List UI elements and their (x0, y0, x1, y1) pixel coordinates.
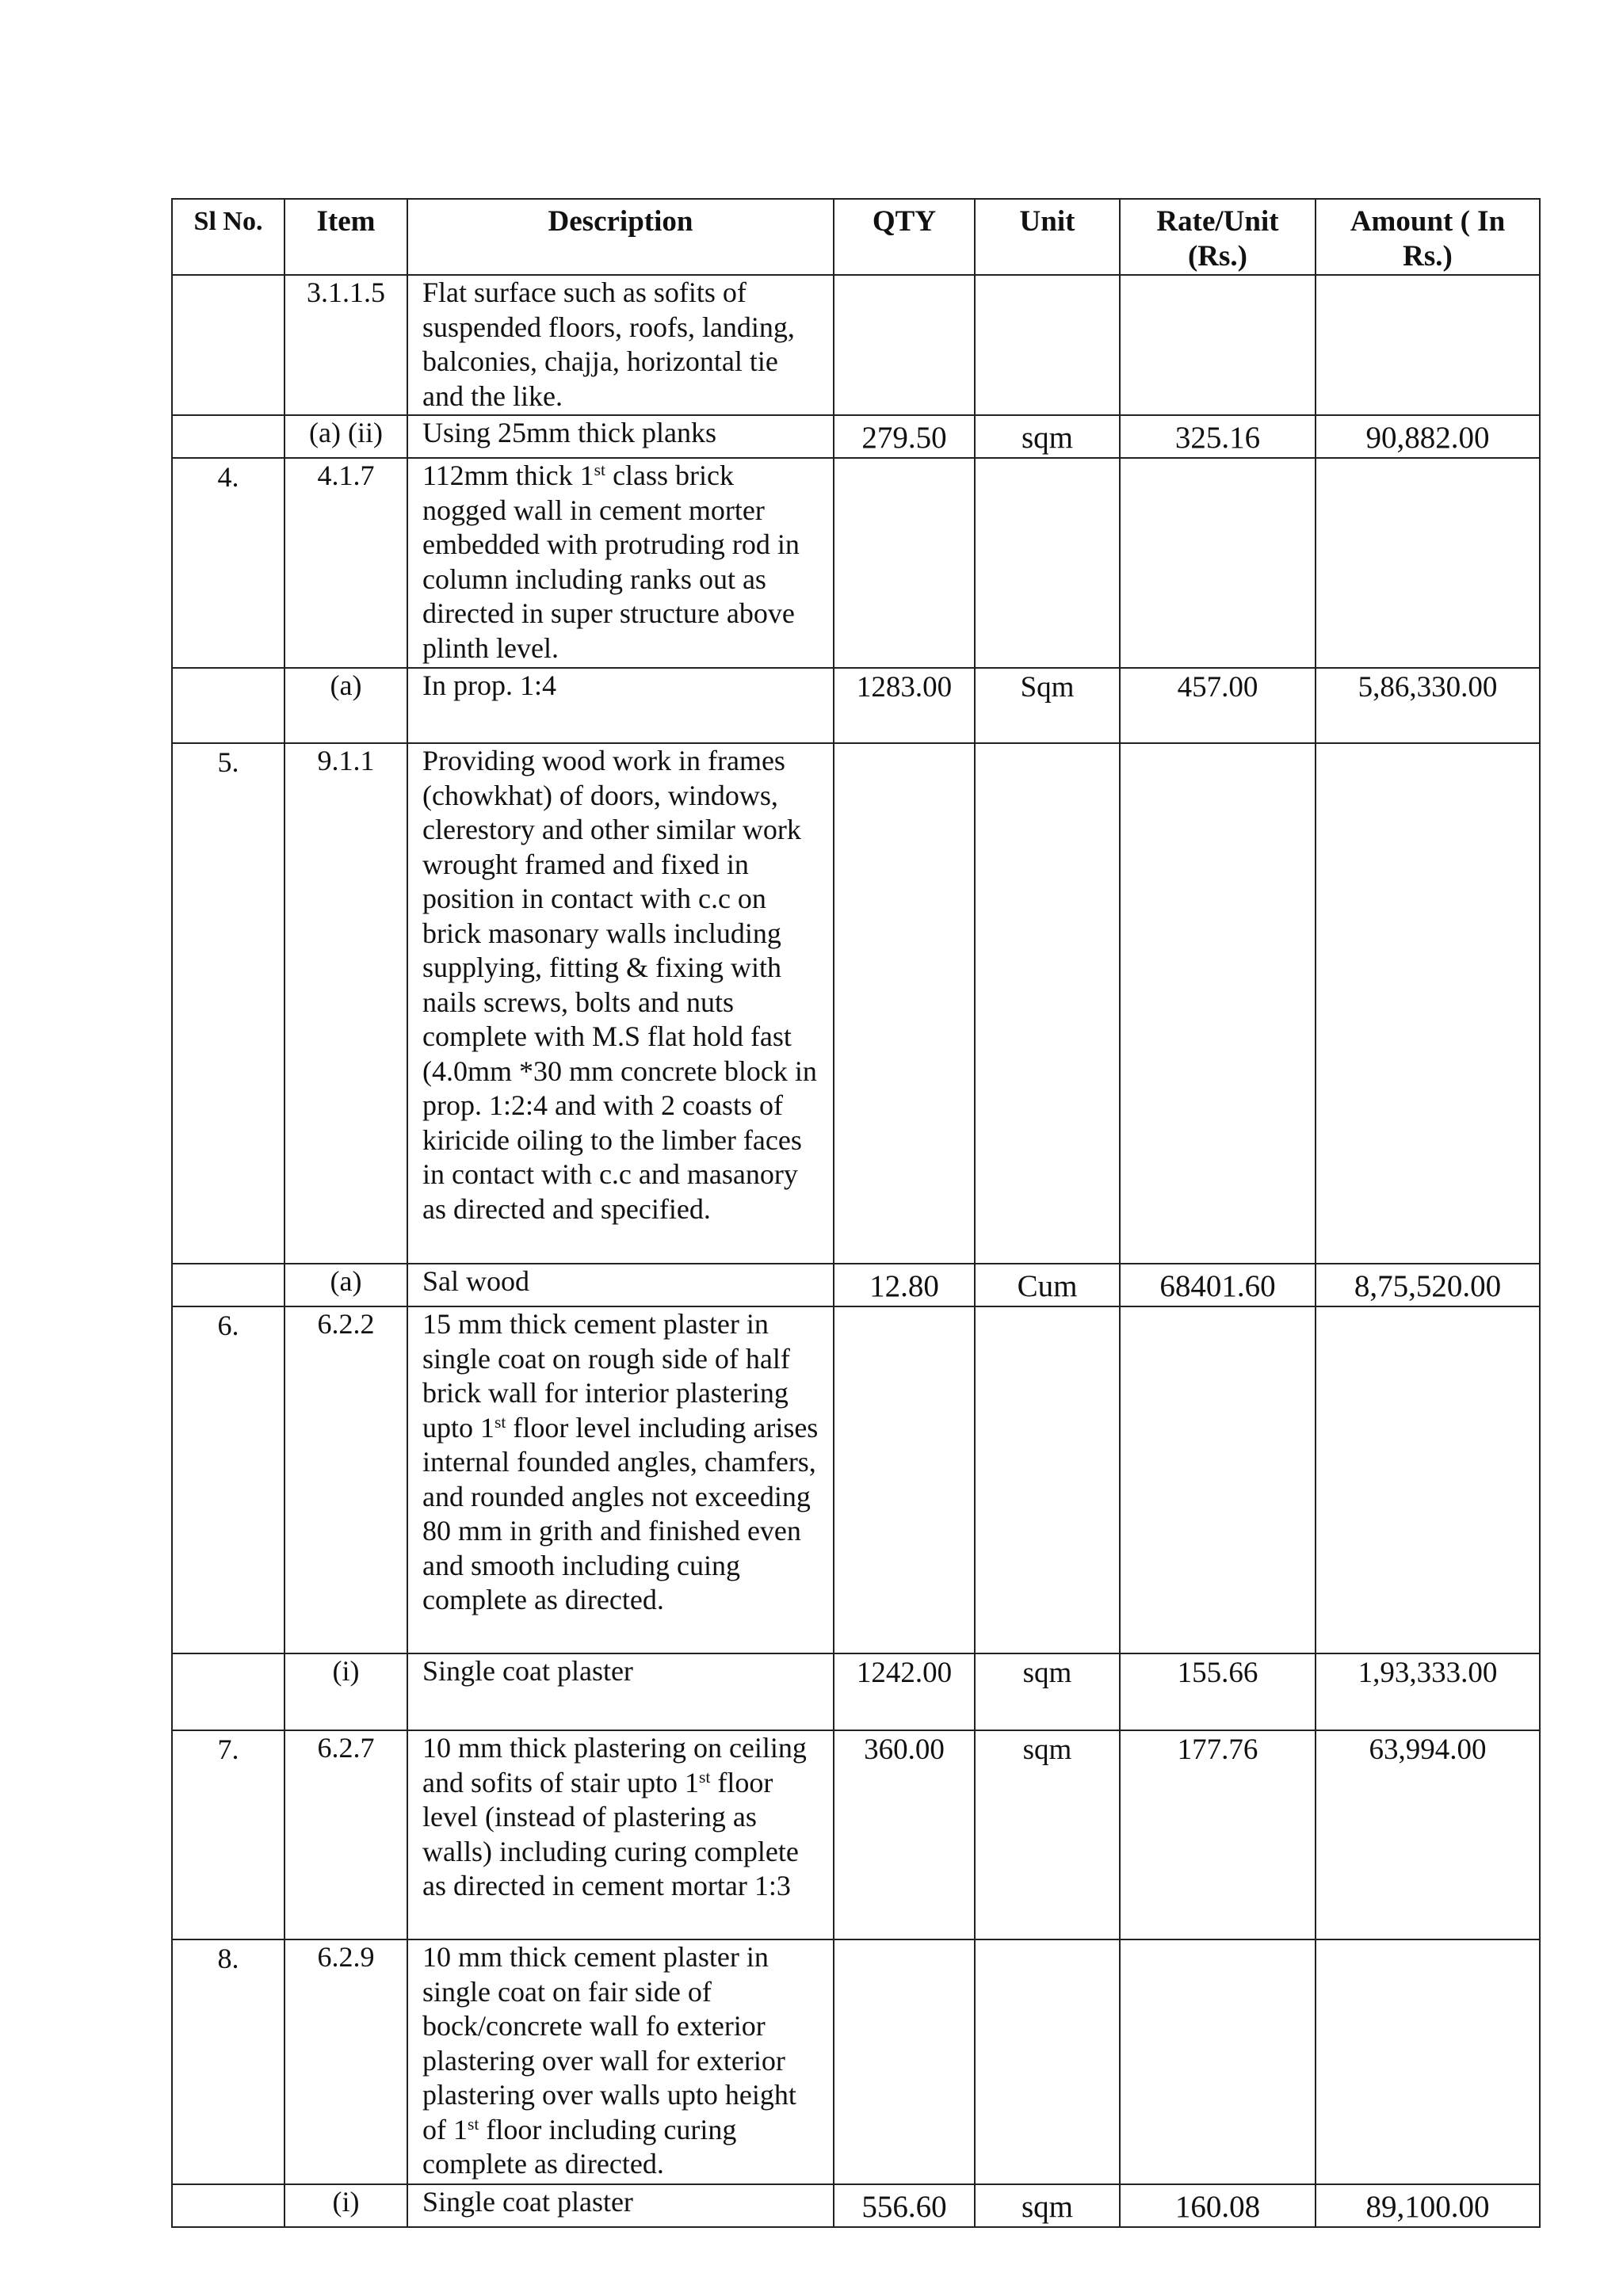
header-rate (1120, 199, 1316, 275)
table-row (172, 1730, 1540, 1939)
description-cell (407, 1306, 834, 1653)
superscript-ordinal: st (594, 460, 606, 480)
item-code-cell: 4.1.7 (285, 458, 407, 668)
description-text: floor level (instead of plastering as walls) including curing complete as directed in cement mortar 1:3 (422, 1766, 799, 1901)
unit-cell (975, 1939, 1120, 2184)
qty-cell: 556.60 (834, 2184, 975, 2227)
rate-cell: 155.66 (1120, 1653, 1316, 1730)
description-cell: In prop. 1:4 (407, 668, 834, 743)
rate-cell: 68401.60 (1120, 1264, 1316, 1306)
qty-cell: 1242.00 (834, 1653, 975, 1730)
amount-cell: 1,93,333.00 (1316, 1653, 1540, 1730)
rate-cell (1120, 458, 1316, 668)
qty-cell: 279.50 (834, 415, 975, 458)
rate-cell: 160.08 (1120, 2184, 1316, 2227)
amount-cell (1316, 1306, 1540, 1653)
item-code-cell: (i) (285, 1653, 407, 1730)
sl-cell: 6. (172, 1306, 285, 1653)
header-unit: Unit (975, 199, 1120, 275)
amount-cell (1316, 743, 1540, 1264)
description-cell (407, 458, 834, 668)
unit-cell (975, 458, 1120, 668)
rate-cell (1120, 1306, 1316, 1653)
table-row (172, 1264, 1540, 1306)
table-row (172, 1939, 1540, 2184)
qty-cell: 1283.00 (834, 668, 975, 743)
unit-cell: sqm (975, 415, 1120, 458)
rate-cell (1120, 275, 1316, 415)
description-text: floor including curing complete as directed. (422, 2113, 737, 2180)
amount-cell (1316, 458, 1540, 668)
qty-cell (834, 1939, 975, 2184)
unit-cell: sqm (975, 1653, 1120, 1730)
superscript-ordinal: st (495, 1412, 506, 1432)
item-code-cell: 6.2.9 (285, 1939, 407, 2184)
unit-cell (975, 275, 1120, 415)
sl-cell (172, 668, 285, 743)
amount-cell: 89,100.00 (1316, 2184, 1540, 2227)
sl-cell: 4. (172, 458, 285, 668)
superscript-ordinal: st (698, 1767, 711, 1787)
description-text: class brick nogged wall in cement morter embedded with protruding rod in column including ranks out as directed in super structure above plinth level. (422, 460, 800, 664)
table-row (172, 415, 1540, 458)
table-row (172, 668, 1540, 743)
description-cell (407, 1939, 834, 2184)
item-code-cell: (a) (285, 668, 407, 743)
header-item: Item (285, 199, 407, 275)
description-text: floor level including arises internal founded angles, chamfers, and rounded angles not exceeding 80 mm in grith and finished even and smooth including cuing complete as directed. (422, 1411, 819, 1615)
sl-cell: 8. (172, 1939, 285, 2184)
header-amount-line1: Amount ( In (1350, 205, 1506, 238)
description-cell (407, 1730, 834, 1939)
unit-cell: Cum (975, 1264, 1120, 1306)
unit-cell (975, 743, 1120, 1264)
header-rate-line1: Rate/Unit (1156, 205, 1279, 238)
table-row (172, 458, 1540, 668)
amount-cell: 8,75,520.00 (1316, 1264, 1540, 1306)
item-code-cell: 6.2.2 (285, 1306, 407, 1653)
description-cell: Sal wood (407, 1264, 834, 1306)
qty-cell (834, 458, 975, 668)
rate-cell (1120, 1939, 1316, 2184)
table-row (172, 1306, 1540, 1653)
header-description: Description (407, 199, 834, 275)
item-code-cell: (a) (285, 1264, 407, 1306)
description-text: 10 mm thick cement plaster in single coat on fair side of bock/concrete wall fo exterior plastering over wall for exterior plastering over walls upto height of 1 (422, 1941, 796, 2145)
sl-cell (172, 2184, 285, 2227)
item-code-cell: (a) (ii) (285, 415, 407, 458)
table-row (172, 743, 1540, 1264)
amount-cell (1316, 1939, 1540, 2184)
description-text: 10 mm thick plastering on ceiling and sofits of stair upto 1 (422, 1732, 807, 1798)
description-text: 112mm thick 1 (422, 460, 594, 491)
rate-cell (1120, 743, 1316, 1264)
bill-of-quantities-table (171, 198, 1541, 2228)
sl-cell (172, 415, 285, 458)
item-code-cell: 6.2.7 (285, 1730, 407, 1939)
table-row (172, 275, 1540, 415)
sl-cell: 7. (172, 1730, 285, 1939)
superscript-ordinal: st (468, 2114, 479, 2134)
amount-cell (1316, 275, 1540, 415)
sl-cell (172, 275, 285, 415)
unit-cell: sqm (975, 2184, 1120, 2227)
header-amount (1316, 199, 1540, 275)
rate-cell: 325.16 (1120, 415, 1316, 458)
item-code-cell: 3.1.1.5 (285, 275, 407, 415)
table-row (172, 1653, 1540, 1730)
unit-cell: Sqm (975, 668, 1120, 743)
qty-cell (834, 743, 975, 1264)
unit-cell (975, 1306, 1120, 1653)
table-row (172, 2184, 1540, 2227)
amount-cell: 63,994.00 (1316, 1730, 1540, 1939)
qty-cell (834, 275, 975, 415)
header-amount-line2: Rs.) (1403, 240, 1453, 273)
amount-cell: 5,86,330.00 (1316, 668, 1540, 743)
rate-cell: 457.00 (1120, 668, 1316, 743)
qty-cell (834, 1306, 975, 1653)
description-cell: Single coat plaster (407, 1653, 834, 1730)
item-code-cell: (i) (285, 2184, 407, 2227)
rate-cell: 177.76 (1120, 1730, 1316, 1939)
description-cell: Single coat plaster (407, 2184, 834, 2227)
qty-cell: 360.00 (834, 1730, 975, 1939)
description-text: 15 mm thick cement plaster in single coat on rough side of half brick wall for interior plastering upto 1 (422, 1308, 790, 1444)
header-rate-line2: (Rs.) (1187, 240, 1247, 273)
description-cell: Flat surface such as sofits of suspended floors, roofs, landing, balconies, chajja, horizontal tie and the like. (407, 275, 834, 415)
item-code-cell: 9.1.1 (285, 743, 407, 1264)
description-cell: Providing wood work in frames (chowkhat) of doors, windows, clerestory and other similar work wrought framed and fixed in position in contact with c.c on brick masonary walls including supplying, fitting & fixing with nails screws, bolts and nuts complete with M.S flat hold fast (4.0mm *30 mm concrete block in prop. 1:2:4 and with 2 coasts of kiricide oiling to the limber faces in contact with c.c and masanory as directed and specified. (407, 743, 834, 1264)
header-qty: QTY (834, 199, 975, 275)
sl-cell (172, 1264, 285, 1306)
header-sl-no: Sl No. (172, 199, 285, 275)
qty-cell: 12.80 (834, 1264, 975, 1306)
sl-cell (172, 1653, 285, 1730)
header-row (172, 199, 1540, 275)
description-cell: Using 25mm thick planks (407, 415, 834, 458)
unit-cell: sqm (975, 1730, 1120, 1939)
sl-cell: 5. (172, 743, 285, 1264)
amount-cell: 90,882.00 (1316, 415, 1540, 458)
